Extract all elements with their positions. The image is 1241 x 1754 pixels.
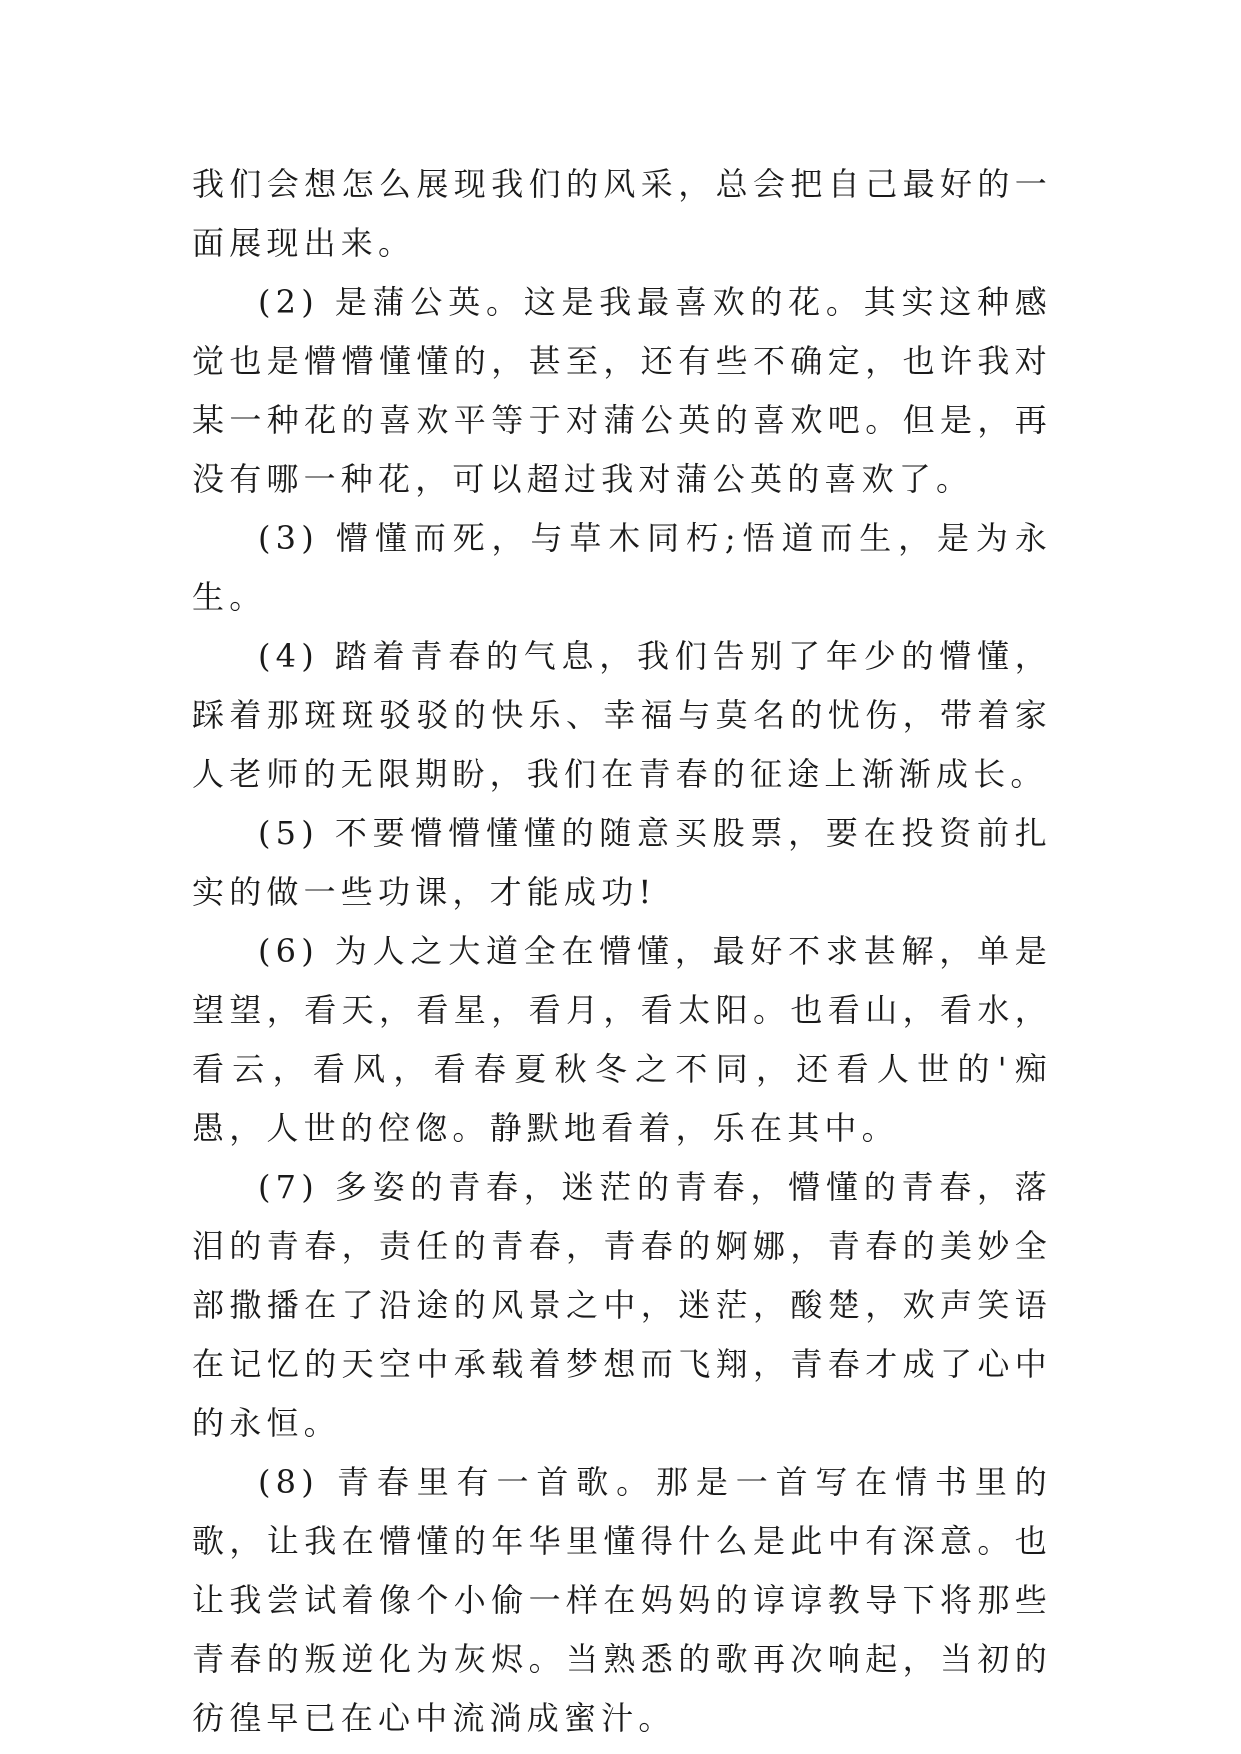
paragraph-2: (2) 是蒲公英。这是我最喜欢的花。其实这种感觉也是懵懵懂懂的，甚至，还有些不确定，也许我对某一种花的喜欢平等于对蒲公英的喜欢吧。但是，再没有哪一种花，可以超过我对蒲公英的喜欢了。 (192, 283, 1052, 498)
document-body (192, 155, 1052, 1748)
paragraph-4: (4) 踏着青春的气息，我们告别了年少的懵懂，踩着那斑斑驳驳的快乐、幸福与莫名的忧伤，带着家人老师的无限期盼，我们在青春的征途上渐渐成长。 (192, 637, 1052, 793)
paragraph-8: (8) 青春里有一首歌。那是一首写在情书里的歌，让我在懵懂的年华里懂得什么是此中有深意。也让我尝试着像个小偷一样在妈妈的谆谆教导下将那些青春的叛逆化为灰烬。当熟悉的歌再次响起，当初的彷徨早已在心中流淌成蜜汁。 (192, 1463, 1052, 1737)
paragraph-3: (3) 懵懂而死，与草木同朽;悟道而生，是为永生。 (192, 519, 1052, 616)
paragraph-7: (7) 多姿的青春，迷茫的青春，懵懂的青春，落泪的青春，责任的青春，青春的婀娜，青春的美妙全部撒播在了沿途的风景之中，迷茫，酸楚，欢声笑语在记忆的天空中承载着梦想而飞翔，青春才成了心中的永恒。 (192, 1168, 1052, 1442)
paragraph-6: (6) 为人之大道全在懵懂，最好不求甚解，单是望望，看天，看星，看月，看太阳。也看山，看水，看云，看风，看春夏秋冬之不同，还看人世的'痴愚，人世的倥偬。静默地看着，乐在其中。 (192, 932, 1052, 1147)
paragraph-5: (5) 不要懵懵懂懂的随意买股票，要在投资前扎实的做一些功课，才能成功! (192, 814, 1052, 911)
paragraph-continuation: 我们会想怎么展现我们的风采，总会把自己最好的一面展现出来。 (192, 165, 1052, 262)
